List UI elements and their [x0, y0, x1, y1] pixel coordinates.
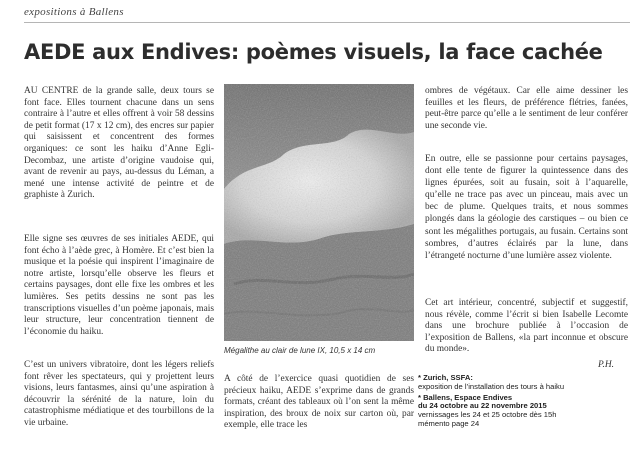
- megalith-photo: [224, 84, 414, 341]
- note-ballens-head: * Ballens, Espace Endives: [418, 392, 513, 402]
- col1-paragraph-2: Elle signe ses œuvres de ses initiales AEDE, qui font écho à l’aède grec, à Homère. Et c’est bien la musique et la poésie qui inspirent l’imaginaire de notre artiste, lorsqu’elle observe les fleurs et certains paysages, dont elle fixe les ombres et les lumières. Ses petits dessins ne sont pas les transcriptions visuelles d’un poème japonais, mais leur structure, leur concentration tiennent de l’économie du haiku.: [24, 234, 214, 337]
- col3-paragraph-3: Cet art intérieur, concentré, subjectif et suggestif, nous révèle, comme l’écrit si bien Isabelle Lecomte dans une brochure publiée à l’occasion de l’exposition de Ballens, «la part inconnue et obscure du monde».: [425, 298, 628, 355]
- section-rubric: expositions à Ballens: [24, 6, 124, 18]
- col3-paragraph-1: ombres de végétaux. Car elle aime dessiner les feuilles et les fleurs, de préférence flétries, fanées, peut-être parce qu’elle a le sentiment de leur conférer une seconde vie.: [425, 86, 628, 131]
- col2-paragraph-1: A côté de l’exercice quasi quotidien de ses précieux haiku, AEDE s’exprime dans de grands formats, créant des tableaux où l’on sent la même inspiration, des broux de noix sur carton où, par exemple, elle trace les: [224, 374, 414, 431]
- note-ballens-memento: mémento page 24: [418, 418, 480, 428]
- photo-caption: Mégalithe au clair de lune IX, 10,5 x 14 cm: [224, 346, 376, 355]
- col1-paragraph-1: AU CENTRE de la grande salle, deux tours se font face. Elles tournent chacune dans un sens contraire à l’autre et elles offrent à voir 58 dessins de petit format (17 x 12 cm), des encres sur papier qui saisissent et concentrent des formes organiques: ce sont les haiku d’Anne Egli-Decombaz, une artiste d’origine vaudoise qui, avant de revenir au pays, au-dessus du Léman, a mené une intense activité de peintre et de graphiste à Zurich.: [24, 86, 214, 201]
- author-signature: P.H.: [598, 360, 614, 370]
- note-zurich: [418, 374, 633, 392]
- note-ballens-dates: du 24 octobre au 22 novembre 2015: [418, 401, 547, 411]
- col1-paragraph-3: C’est un univers vibratoire, dont les légers reliefs font rêver les spectateurs, qui y projettent leurs visions, leurs fantasmes, ainsi qu’une aspiration à découvrir la sérénité de la nature, loin du catastrophisme médiatique et des tourbillons de la vie urbaine.: [24, 360, 214, 428]
- megalith-artwork: [224, 84, 414, 341]
- note-zurich-head: * Zurich, SSFA:: [418, 373, 473, 382]
- header-rule: [24, 22, 630, 23]
- article-headline: AEDE aux Endives: poèmes visuels, la face cachée: [24, 40, 603, 64]
- note-zurich-body: exposition de l’installation des tours à haiku: [418, 381, 565, 391]
- note-ballens-vernissage: vernissages les 24 et 25 octobre dès 15h: [418, 410, 557, 420]
- exhibition-notes: [418, 374, 633, 431]
- col3-paragraph-2: En outre, elle se passionne pour certains paysages, dont elle tente de figurer la quintessence dans des lignes épurées, soit au fusain, soit à l’aquarelle, qu’elle ne trace pas avec un pinceau, mais avec un bec de plume. Quelques traits, et nous sommes plongés dans la géologie des carstiques – ou bien ce sont les mégalithes portugais, au fusain. Certains sont sombres, d’autres éclairés par la lune, dans l’étrangeté nocturne d’une lumière assez violente.: [425, 154, 628, 261]
- note-ballens: [418, 394, 633, 429]
